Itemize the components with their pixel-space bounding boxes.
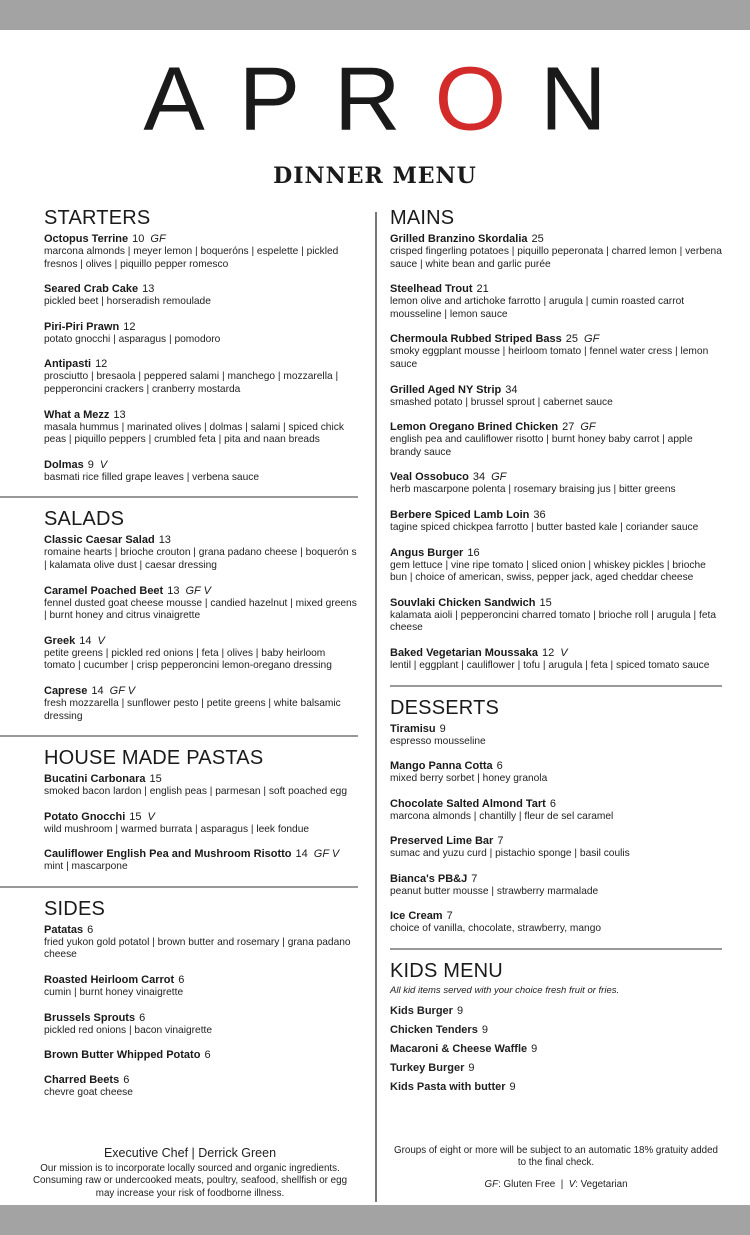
menu-item xyxy=(44,585,358,623)
section-title: STARTERS xyxy=(44,207,151,229)
kids-item-name: Turkey Burger xyxy=(390,1062,465,1075)
item-description: fennel dusted goat cheese mousse | candied hazelnut | mixed greens | burnt honey and citrus vinaigrette xyxy=(44,597,357,622)
item-description: marcona almonds | meyer lemon | boqueróns | espelette | pickled fresnos | olives | piquillo pepper romesco xyxy=(44,246,339,270)
left-column xyxy=(44,205,358,1112)
sides-section xyxy=(44,896,358,1100)
item-name xyxy=(44,409,358,422)
kids-item-price: 9 xyxy=(468,1062,475,1075)
item-price: 12 xyxy=(123,320,136,333)
item-title: Grilled Branzino Skordalia xyxy=(390,233,528,245)
item-description: petite greens | pickled red onions | feta | olives | baby heirloom tomato | cucumber | crisp pepperoncini lemon-oregano dressing xyxy=(44,647,332,672)
top-band xyxy=(0,0,750,30)
item-description: sumac and yuzu curd | pistachio sponge | basil coulis xyxy=(390,848,630,860)
apron-logo xyxy=(0,49,750,149)
menu-item xyxy=(44,685,358,723)
item-description: smoky eggplant mousse | heirloom tomato | fennel water cress | lemon sauce xyxy=(390,346,709,370)
item-name xyxy=(44,585,358,598)
item-description: espresso mousseline xyxy=(390,735,486,747)
item-name xyxy=(390,384,722,397)
item-description: choice of vanilla, chocolate, strawberry, mango xyxy=(390,923,602,935)
item-price: 21 xyxy=(476,283,489,296)
legend-separator: | xyxy=(555,1178,569,1190)
menu-item xyxy=(44,773,358,799)
menu-item xyxy=(44,459,358,485)
logo-letter-p: P xyxy=(238,49,335,149)
gratuity-note: Groups of eight or more will be subject to an automatic 18% gratuity added to the final check. xyxy=(393,1145,719,1169)
item-price: 9 xyxy=(439,722,446,735)
item-name xyxy=(390,910,722,923)
kids-item-price: 9 xyxy=(509,1081,516,1094)
menu-item xyxy=(390,910,722,936)
item-name xyxy=(390,798,722,811)
item-title: Patatas xyxy=(44,923,84,936)
item-name xyxy=(390,333,722,346)
section-title: SALADS xyxy=(44,508,125,531)
item-name xyxy=(44,685,358,698)
section-divider xyxy=(390,685,722,687)
section-title: SIDES xyxy=(44,897,106,920)
item-name xyxy=(390,509,722,522)
item-title: Chocolate Salted Almond Tart xyxy=(390,797,546,810)
item-price: 13 xyxy=(142,283,155,296)
item-price: 34 xyxy=(505,383,518,396)
item-name xyxy=(44,811,358,824)
menu-item xyxy=(390,333,722,371)
item-description: cumin | burnt honey vinaigrette xyxy=(44,987,184,999)
item-price: 16 xyxy=(467,546,480,559)
item-price: 6 xyxy=(549,797,556,810)
item-description: gem lettuce | vine ripe tomato | sliced onion | whiskey pickles | brioche bun | choice of american, swiss, pepper jack, aged cheddar cheese xyxy=(390,559,706,584)
item-name xyxy=(390,597,722,610)
desserts-section xyxy=(390,695,722,937)
dietary-tags: GF xyxy=(150,233,166,245)
kids-menu-item xyxy=(390,1005,722,1018)
item-price: 7 xyxy=(446,910,453,923)
item-title: Octopus Terrine xyxy=(44,233,129,245)
menu-item xyxy=(390,723,722,749)
legend-gf: : Gluten Free xyxy=(498,1178,556,1190)
item-title: Bucatini Carbonara xyxy=(44,773,146,786)
menu-item xyxy=(44,1049,358,1062)
dietary-legend xyxy=(390,1179,722,1191)
section-title: MAINS xyxy=(390,207,455,229)
kids-item-price: 9 xyxy=(456,1005,464,1018)
dietary-tags: V xyxy=(99,458,108,471)
section-title: DESSERTS xyxy=(390,696,500,719)
menu-item xyxy=(390,798,722,824)
menu-item xyxy=(44,848,358,874)
item-price: 36 xyxy=(533,508,546,521)
item-name xyxy=(44,1012,358,1025)
menu-item xyxy=(390,471,722,497)
kids-note: All kid items served with your choice fresh fruit or fries. xyxy=(390,985,620,997)
item-name xyxy=(390,233,722,246)
item-price: 6 xyxy=(139,1011,146,1024)
item-name xyxy=(44,924,358,937)
item-title: Caramel Poached Beet xyxy=(44,584,164,597)
item-price: 7 xyxy=(497,835,504,848)
item-price: 14 xyxy=(91,684,104,697)
menu-item xyxy=(390,233,722,271)
logo-letter-r: R xyxy=(334,49,435,149)
item-price: 6 xyxy=(178,974,185,987)
section-title: HOUSE MADE PASTAS xyxy=(44,747,264,770)
item-title: What a Mezz xyxy=(44,408,110,421)
kids-item-price: 9 xyxy=(531,1043,538,1056)
item-price: 9 xyxy=(87,458,94,471)
menu-item xyxy=(390,647,722,673)
item-title: Souvlaki Chicken Sandwich xyxy=(390,596,536,609)
item-price: 13 xyxy=(167,584,180,597)
menu-item xyxy=(44,283,358,309)
item-price: 15 xyxy=(539,596,552,609)
item-title: Brussels Sprouts xyxy=(44,1011,136,1024)
menu-title: DINNER MENU xyxy=(273,163,477,189)
item-title: Charred Beets xyxy=(44,1074,120,1087)
item-name xyxy=(390,723,722,736)
item-description: peanut butter mousse | strawberry marmalade xyxy=(390,885,599,897)
logo-letter-o: O xyxy=(434,49,541,149)
logo-letter-n: N xyxy=(540,49,607,149)
item-name xyxy=(44,358,358,371)
item-title: Piri-Piri Prawn xyxy=(44,320,120,333)
item-price: 6 xyxy=(123,1074,130,1087)
item-title: Roasted Heirloom Carrot xyxy=(44,974,175,987)
item-price: 34 xyxy=(472,471,486,484)
menu-item xyxy=(44,409,358,447)
item-description: lentil | eggplant | cauliflower | tofu | arugula | feta | spiced tomato sauce xyxy=(390,659,710,671)
item-title: Lemon Oregano Brined Chicken xyxy=(390,421,559,434)
kids-menu-item xyxy=(390,1062,722,1075)
menu-item xyxy=(44,1074,358,1100)
item-title: Tiramisu xyxy=(390,722,436,735)
kids-item-name: Chicken Tenders xyxy=(390,1024,478,1037)
column-divider xyxy=(375,212,377,1202)
item-description: crisped fingerling potatoes | piquillo peperonata | charred lemon | verbena sauce | white bean and garlic purée xyxy=(390,246,722,270)
item-description: smoked bacon lardon | english peas | parmesan | soft poached egg xyxy=(44,786,348,798)
menu-item xyxy=(44,358,358,396)
item-description: romaine hearts | brioche crouton | grana padano cheese | boquerón s | kalamata olive dust | caesar dressing xyxy=(44,547,357,571)
bottom-band xyxy=(0,1205,750,1235)
item-name xyxy=(390,873,722,886)
item-description: lemon olive and artichoke farrotto | arugula | cumin roasted carrot mousseline | lemon sauce xyxy=(390,296,685,320)
mission-statement: Our mission is to incorporate locally sourced and organic ingredients. Consuming raw or undercooked meats, poultry, seafood, shellfish or egg may increase your risk of foodborne illness. xyxy=(32,1163,348,1199)
executive-chef: Executive Chef | Derrick Green xyxy=(103,1146,277,1160)
item-price: 27 xyxy=(562,421,575,434)
item-price: 15 xyxy=(129,810,142,823)
menu-item xyxy=(390,873,722,899)
item-price: 25 xyxy=(531,233,544,245)
item-title: Grilled Aged NY Strip xyxy=(390,383,502,396)
kids-item-name: Macaroni & Cheese Waffle xyxy=(390,1043,528,1056)
item-price: 25 xyxy=(565,333,579,346)
dietary-tags: V xyxy=(97,634,105,647)
item-name xyxy=(44,974,358,987)
item-description: english pea and cauliflower risotto | burnt honey baby carrot | apple brandy sauce xyxy=(390,434,693,458)
item-description: chevre goat cheese xyxy=(44,1087,133,1099)
item-description: pickled red onions | bacon vinaigrette xyxy=(44,1024,213,1036)
item-title: Ice Cream xyxy=(390,910,443,923)
legend-v: : Vegetarian xyxy=(575,1178,628,1190)
item-description: mixed berry sorbet | honey granola xyxy=(390,773,548,785)
item-description: fried yukon gold potatol | brown butter and rosemary | grana padano cheese xyxy=(44,936,351,961)
starters-section xyxy=(44,205,358,484)
menu-item xyxy=(44,974,358,1000)
item-description: smashed potato | brussel sprout | cabernet sauce xyxy=(390,396,613,408)
mains-section xyxy=(390,205,722,673)
dietary-tags: GF xyxy=(580,421,596,434)
item-name xyxy=(390,471,722,484)
item-title: Bianca's PB&J xyxy=(390,872,468,885)
item-title: Angus Burger xyxy=(390,546,464,559)
section-divider xyxy=(0,735,358,737)
menu-item xyxy=(44,635,358,673)
item-price: 13 xyxy=(113,408,126,421)
item-title: Cauliflower English Pea and Mushroom Risotto xyxy=(44,848,292,861)
menu-item xyxy=(44,924,358,962)
item-name xyxy=(390,760,722,773)
dietary-tags: GF V xyxy=(313,848,340,861)
item-name xyxy=(44,773,358,786)
dietary-tags: V xyxy=(147,810,155,823)
kids-item-name: Kids Burger xyxy=(390,1005,453,1018)
item-description: basmati rice filled grape leaves | verbena sauce xyxy=(44,471,260,483)
kids-section xyxy=(390,958,722,1094)
item-title: Preserved Lime Bar xyxy=(390,835,494,848)
item-name xyxy=(390,421,722,434)
item-title: Mango Panna Cotta xyxy=(390,760,493,773)
item-name xyxy=(390,283,722,296)
item-price: 12 xyxy=(541,646,555,659)
item-title: Veal Ossobuco xyxy=(390,471,469,484)
item-price: 15 xyxy=(149,773,162,786)
menu-item xyxy=(390,597,722,635)
item-title: Baked Vegetarian Moussaka xyxy=(390,646,538,659)
item-name xyxy=(390,547,722,560)
item-title: Dolmas xyxy=(44,458,84,471)
menu-item xyxy=(44,1012,358,1038)
item-title: Brown Butter Whipped Potato xyxy=(44,1049,201,1062)
dietary-tags: V xyxy=(560,646,568,659)
right-column xyxy=(390,205,722,1100)
item-description: herb mascarpone polenta | rosemary braising jus | bitter greens xyxy=(390,484,676,496)
kids-menu-item xyxy=(390,1081,722,1094)
item-price: 14 xyxy=(79,634,92,647)
legend-v-key: V xyxy=(568,1178,576,1190)
menu-item xyxy=(390,835,722,861)
footer-right xyxy=(390,1145,722,1191)
dietary-tags: GF xyxy=(584,333,600,346)
item-description: prosciutto | bresaola | peppered salami | manchego | mozzarella | pepperoncini crackers | cranberry mostarda xyxy=(44,371,339,395)
item-description: mint | mascarpone xyxy=(44,861,128,873)
item-description: marcona almonds | chantilly | fleur de sel caramel xyxy=(390,810,614,822)
item-price: 6 xyxy=(496,760,503,773)
item-name xyxy=(390,647,722,660)
item-price: 6 xyxy=(87,923,94,936)
item-title: Berbere Spiced Lamb Loin xyxy=(390,508,530,521)
item-name xyxy=(44,1074,358,1087)
section-divider xyxy=(390,948,722,950)
item-description: pickled beet | horseradish remoulade xyxy=(44,296,211,308)
menu-item xyxy=(390,384,722,410)
item-description: masala hummus | marinated olives | dolmas | salami | spiced chick peas | piquillo peppers | crumbled feta | pita and naan breads xyxy=(44,421,344,446)
menu-item xyxy=(44,321,358,347)
item-title: Greek xyxy=(44,634,76,647)
menu-item xyxy=(390,547,722,585)
item-name xyxy=(390,835,722,848)
item-name xyxy=(44,848,358,861)
item-name xyxy=(44,1049,358,1062)
item-price: 7 xyxy=(471,872,478,885)
section-divider xyxy=(0,496,358,498)
item-title: Steelhead Trout xyxy=(390,283,473,296)
section-title: KIDS MENU xyxy=(390,960,503,983)
salads-section xyxy=(44,506,358,723)
item-title: Classic Caesar Salad xyxy=(44,534,155,547)
item-name xyxy=(44,459,358,472)
item-title: Caprese xyxy=(44,684,88,697)
legend-gf-key: GF xyxy=(484,1178,499,1190)
dietary-tags: GF xyxy=(491,471,507,484)
kids-item-name: Kids Pasta with butter xyxy=(390,1081,506,1094)
menu-item xyxy=(44,534,358,572)
dietary-tags: GF V xyxy=(109,684,136,697)
kids-menu-item xyxy=(390,1043,722,1056)
kids-item-price: 9 xyxy=(481,1024,488,1037)
menu-item xyxy=(44,811,358,837)
item-price: 14 xyxy=(295,848,308,861)
item-description: wild mushroom | warmed burrata | asparagus | leek fondue xyxy=(44,823,310,835)
menu-item xyxy=(390,283,722,321)
section-divider xyxy=(0,886,358,888)
item-title: Antipasti xyxy=(44,358,92,371)
pastas-section xyxy=(44,745,358,874)
item-name xyxy=(44,321,358,334)
kids-menu-item xyxy=(390,1024,722,1037)
item-description: kalamata aioli | pepperoncini charred tomato | brioche roll | arugula | feta cheese xyxy=(390,609,717,634)
item-title: Chermoula Rubbed Striped Bass xyxy=(390,333,562,346)
menu-item xyxy=(390,421,722,459)
menu-item xyxy=(390,760,722,786)
item-price: 12 xyxy=(95,358,108,371)
item-description: potato gnocchi | asparagus | pomodoro xyxy=(44,333,221,345)
item-name xyxy=(44,534,358,547)
item-description: tagine spiced chickpea farrotto | butter basted kale | coriander sauce xyxy=(390,521,699,533)
item-description: fresh mozzarella | sunflower pesto | petite greens | white balsamic dressing xyxy=(44,697,341,722)
item-title: Potato Gnocchi xyxy=(44,810,126,823)
kids-list xyxy=(390,1005,722,1094)
menu-item xyxy=(390,509,722,535)
dietary-tags: GF V xyxy=(185,584,211,597)
item-price: 10 xyxy=(132,233,145,245)
item-title: Seared Crab Cake xyxy=(44,283,139,296)
item-name xyxy=(44,635,358,648)
footer-left xyxy=(30,1146,350,1200)
item-name xyxy=(44,283,358,296)
item-price: 6 xyxy=(204,1049,211,1062)
logo-letter-a: A xyxy=(143,49,239,149)
item-name xyxy=(44,233,358,246)
item-price: 13 xyxy=(158,534,171,547)
menu-item xyxy=(44,233,358,271)
